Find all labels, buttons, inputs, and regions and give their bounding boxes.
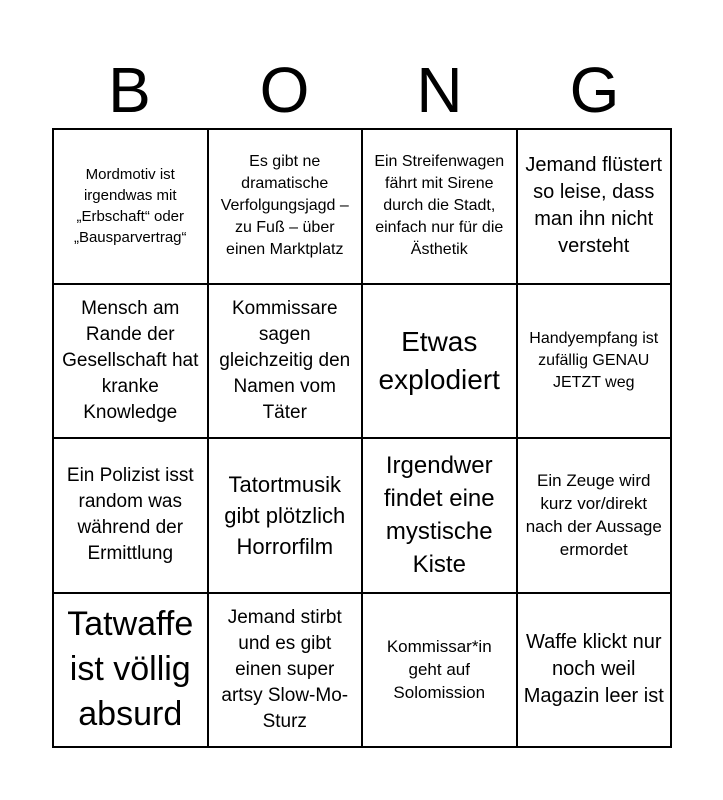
bingo-cell[interactable]	[518, 285, 673, 440]
bingo-header	[52, 52, 672, 128]
cell-text: Jemand flüstert so leise, dass man ihn nicht versteht	[525, 154, 663, 258]
bingo-cell[interactable]	[363, 594, 518, 749]
cell-text: Mordmotiv ist irgendwas mit „Erbschaft“ oder „Bausparvertrag“	[73, 166, 187, 247]
cell-text: Es gibt ne dramatische Verfolgungsjagd – zu Fuß – über einen Marktplatz	[220, 153, 349, 259]
bingo-cell[interactable]	[363, 130, 518, 285]
cell-text: Ein Zeuge wird kurz vor/direkt nach der Aussage ermordet	[525, 471, 662, 560]
cell-text: Ein Polizist isst random was während der Ermittlung	[66, 465, 194, 565]
header-letter-b: B	[108, 54, 151, 126]
bingo-grid	[52, 128, 672, 748]
cell-text: Handyempfang ist zufällig GENAU JETZT weg	[529, 329, 659, 391]
bingo-cell[interactable]	[209, 594, 364, 749]
cell-text: Mensch am Rande der Gesellschaft hat kranke Knowledge	[62, 297, 199, 423]
bingo-cell[interactable]	[363, 439, 518, 594]
cell-text: Etwas explodiert	[378, 325, 500, 395]
header-letter-n: N	[416, 54, 463, 126]
cell-text: Irgendwer findet eine mystische Kiste	[383, 452, 495, 579]
bingo-cell[interactable]	[209, 130, 364, 285]
cell-text: Kommissare sagen gleichzeitig den Namen vom Täter	[219, 297, 351, 423]
bingo-cell[interactable]	[518, 130, 673, 285]
cell-text: Kommissar*in geht auf Solomission	[386, 637, 492, 703]
bingo-cell[interactable]	[54, 439, 209, 594]
cell-text: Tatwaffe ist völlig absurd	[67, 605, 194, 734]
cell-text: Tatortmusik gibt plötzlich Horrorfilm	[224, 471, 346, 559]
bingo-cell[interactable]	[54, 594, 209, 749]
cell-text: Jemand stirbt und es gibt einen super artsy Slow-Mo-Sturz	[221, 606, 349, 732]
header-letter-o: O	[259, 54, 310, 126]
bingo-cell[interactable]	[54, 285, 209, 440]
cell-text: Ein Streifenwagen fährt mit Sirene durch die Stadt, einfach nur für die Ästhetik	[374, 153, 505, 259]
bingo-cell[interactable]	[518, 594, 673, 749]
bingo-cell[interactable]	[209, 285, 364, 440]
cell-text: Waffe klickt nur noch weil Magazin leer ist	[523, 631, 664, 708]
bingo-cell[interactable]	[363, 285, 518, 440]
bingo-cell[interactable]	[209, 439, 364, 594]
bingo-cell[interactable]	[54, 130, 209, 285]
header-letter-g: G	[569, 54, 620, 126]
bingo-cell[interactable]	[518, 439, 673, 594]
